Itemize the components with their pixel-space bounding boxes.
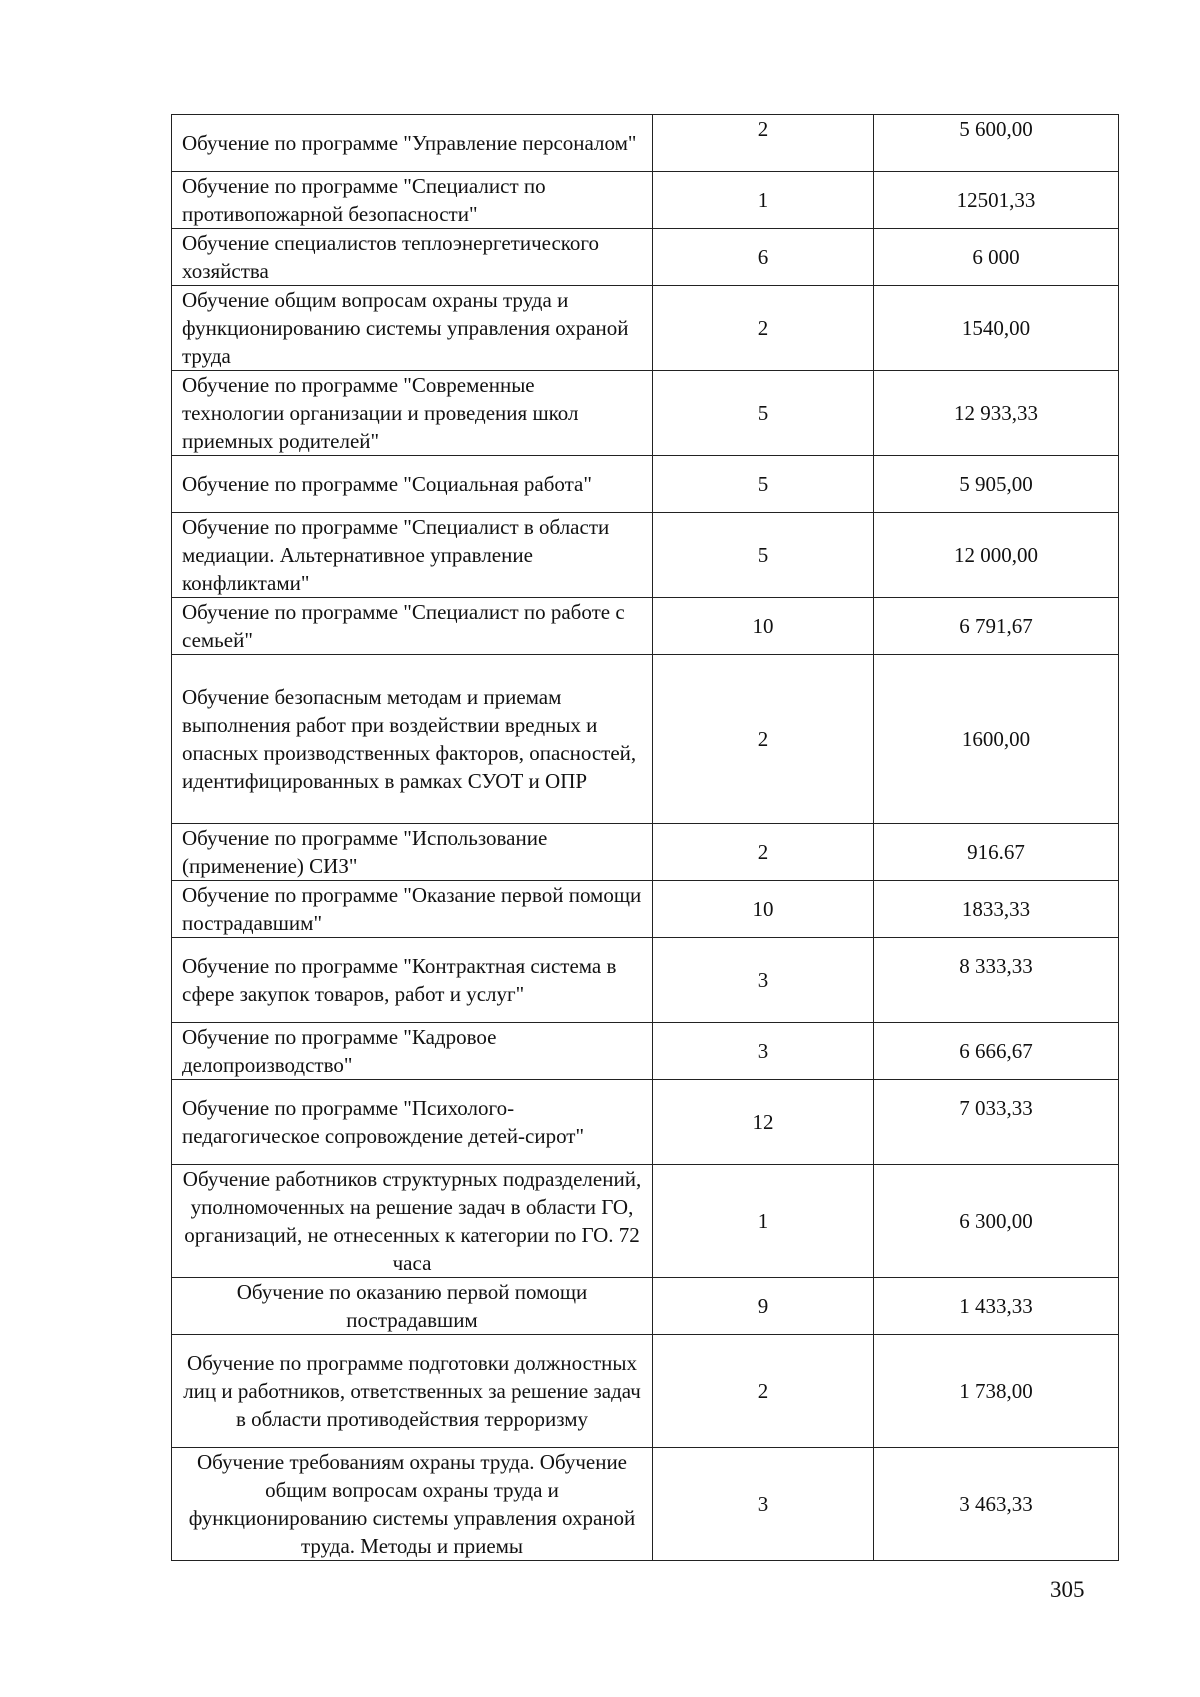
table-row bbox=[172, 938, 1119, 1023]
participants-count-cell: 3 bbox=[653, 1448, 874, 1561]
cost-cell: 7 033,33 bbox=[874, 1080, 1119, 1165]
training-name-cell: Обучение по программе "Контрактная система в сфере закупок товаров, работ и услуг" bbox=[172, 938, 653, 1023]
table-row bbox=[172, 229, 1119, 286]
cost-cell: 5 905,00 bbox=[874, 456, 1119, 513]
participants-count-cell: 9 bbox=[653, 1278, 874, 1335]
table-row bbox=[172, 655, 1119, 824]
cost-cell: 6 000 bbox=[874, 229, 1119, 286]
participants-count-cell: 5 bbox=[653, 456, 874, 513]
training-name-cell: Обучение по программе "Кадровое делопроизводство" bbox=[172, 1023, 653, 1080]
table-row bbox=[172, 1023, 1119, 1080]
cost-cell: 1833,33 bbox=[874, 881, 1119, 938]
participants-count-cell: 10 bbox=[653, 881, 874, 938]
cost-cell: 6 666,67 bbox=[874, 1023, 1119, 1080]
participants-count-cell: 10 bbox=[653, 598, 874, 655]
training-name-cell: Обучение по программе "Современные технологии организации и проведения школ приемных родителей" bbox=[172, 371, 653, 456]
training-name-cell: Обучение по программе подготовки должностных лиц и работников, ответственных за решение задач в области противодействия терроризму bbox=[172, 1335, 653, 1448]
participants-count-cell: 2 bbox=[653, 655, 874, 824]
training-name-cell: Обучение по программе "Социальная работа" bbox=[172, 456, 653, 513]
table-row bbox=[172, 115, 1119, 172]
participants-count-cell: 3 bbox=[653, 1023, 874, 1080]
cost-cell: 3 463,33 bbox=[874, 1448, 1119, 1561]
cost-cell: 8 333,33 bbox=[874, 938, 1119, 1023]
table-row bbox=[172, 371, 1119, 456]
training-name-cell: Обучение по программе "Специалист по работе с семьей" bbox=[172, 598, 653, 655]
table-row bbox=[172, 513, 1119, 598]
participants-count-cell: 1 bbox=[653, 1165, 874, 1278]
training-name-cell: Обучение по программе "Управление персоналом" bbox=[172, 115, 653, 172]
training-name-cell: Обучение безопасным методам и приемам выполнения работ при воздействии вредных и опасных производственных факторов, опасностей, идентифицированных в рамках СУОТ и ОПР bbox=[172, 655, 653, 824]
training-name-cell: Обучение по программе "Психолого-педагогическое сопровождение детей-сирот" bbox=[172, 1080, 653, 1165]
cost-cell: 1 433,33 bbox=[874, 1278, 1119, 1335]
participants-count-cell: 12 bbox=[653, 1080, 874, 1165]
cost-cell: 1600,00 bbox=[874, 655, 1119, 824]
training-name-cell: Обучение работников структурных подразделений, уполномоченных на решение задач в области ГО, организаций, не отнесенных к категории по ГО. 72 часа bbox=[172, 1165, 653, 1278]
training-table bbox=[171, 114, 1119, 1561]
page-number: 305 bbox=[1050, 1577, 1085, 1602]
training-name-cell: Обучение по программе "Специалист по противопожарной безопасности" bbox=[172, 172, 653, 229]
table-row bbox=[172, 881, 1119, 938]
participants-count-cell: 2 bbox=[653, 115, 874, 172]
cost-cell: 12501,33 bbox=[874, 172, 1119, 229]
table-row bbox=[172, 1448, 1119, 1561]
table-row bbox=[172, 1335, 1119, 1448]
cost-cell: 1 738,00 bbox=[874, 1335, 1119, 1448]
participants-count-cell: 2 bbox=[653, 286, 874, 371]
participants-count-cell: 5 bbox=[653, 371, 874, 456]
table-row bbox=[172, 456, 1119, 513]
cost-cell: 12 000,00 bbox=[874, 513, 1119, 598]
training-name-cell: Обучение по программе "Специалист в области медиации. Альтернативное управление конфликтами" bbox=[172, 513, 653, 598]
participants-count-cell: 5 bbox=[653, 513, 874, 598]
cost-cell: 916.67 bbox=[874, 824, 1119, 881]
table-row bbox=[172, 1165, 1119, 1278]
training-name-cell: Обучение специалистов теплоэнергетического хозяйства bbox=[172, 229, 653, 286]
cost-cell: 6 300,00 bbox=[874, 1165, 1119, 1278]
table-row bbox=[172, 598, 1119, 655]
participants-count-cell: 2 bbox=[653, 1335, 874, 1448]
training-name-cell: Обучение требованиям охраны труда. Обучение общим вопросам охраны труда и функционированию системы управления охраной труда. Методы и приемы bbox=[172, 1448, 653, 1561]
table-row bbox=[172, 1278, 1119, 1335]
cost-cell: 5 600,00 bbox=[874, 115, 1119, 172]
table-row bbox=[172, 286, 1119, 371]
cost-cell: 1540,00 bbox=[874, 286, 1119, 371]
participants-count-cell: 2 bbox=[653, 824, 874, 881]
training-name-cell: Обучение общим вопросам охраны труда и функционированию системы управления охраной труда bbox=[172, 286, 653, 371]
cost-cell: 12 933,33 bbox=[874, 371, 1119, 456]
table-row bbox=[172, 1080, 1119, 1165]
participants-count-cell: 3 bbox=[653, 938, 874, 1023]
cost-cell: 6 791,67 bbox=[874, 598, 1119, 655]
participants-count-cell: 1 bbox=[653, 172, 874, 229]
training-name-cell: Обучение по программе "Использование (применение) СИЗ" bbox=[172, 824, 653, 881]
training-name-cell: Обучение по оказанию первой помощи пострадавшим bbox=[172, 1278, 653, 1335]
participants-count-cell: 6 bbox=[653, 229, 874, 286]
training-name-cell: Обучение по программе "Оказание первой помощи пострадавшим" bbox=[172, 881, 653, 938]
table-row bbox=[172, 172, 1119, 229]
table-row bbox=[172, 824, 1119, 881]
